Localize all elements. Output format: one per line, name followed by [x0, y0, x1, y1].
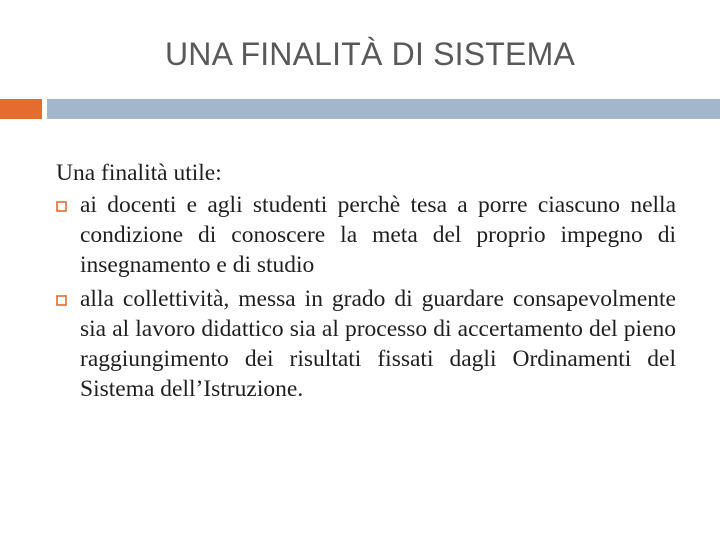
hollow-square-icon — [56, 295, 67, 306]
title-divider-accent — [0, 99, 42, 119]
title-divider-bar — [47, 99, 720, 119]
intro-text: Una finalità utile: — [56, 160, 222, 186]
bullet-text: alla collettività, messa in grado di guardare consapevolmente sia al lavoro didattico sia al processo di accertamento del pieno raggiungimento dei risultati fissati dagli Ordinamenti del Sistema dell’Istruzione. — [80, 286, 676, 402]
slide-body — [56, 158, 676, 408]
hollow-square-icon — [56, 201, 67, 212]
slide-title: UNA FINALITÀ DI SISTEMA — [164, 36, 575, 72]
list-item — [56, 284, 676, 404]
bullet-text: ai docenti e agli studenti perchè tesa a porre ciascuno nella condizione di conoscere la meta del proprio impegno di insegnamento e di studio — [80, 192, 676, 278]
bullet-list — [56, 190, 676, 404]
list-item — [56, 190, 676, 280]
